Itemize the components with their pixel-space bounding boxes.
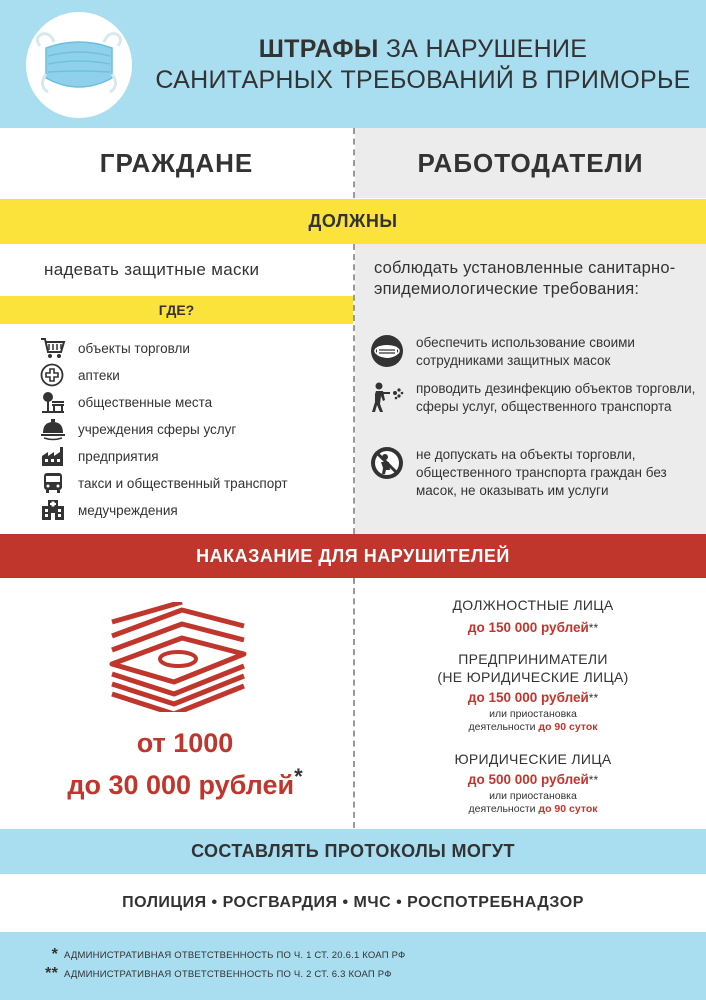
legal-entities-fine: ЮРИДИЧЕСКИЕ ЛИЦА до 500 000 рублей** или приостановка деятельности до 90 суток: [454, 751, 612, 815]
duty-text: проводить дезинфекцию объектов торговли, сферы услуг, общественного транспорта: [416, 381, 696, 414]
duty-text: обеспечить использование своими сотрудниками защитных масок: [416, 335, 635, 368]
place-label: медучреждения: [78, 502, 178, 518]
mask-usage-icon: [370, 334, 404, 368]
place-item: [40, 471, 288, 495]
pharmacy-cross-icon: [40, 363, 66, 387]
place-label: аптеки: [78, 367, 120, 383]
place-label: учреждения сферы услуг: [78, 421, 237, 437]
where-heading: ГДЕ?: [0, 296, 353, 324]
money-stack-icon: [108, 602, 248, 712]
column-divider: [353, 244, 355, 534]
bus-icon: [40, 471, 66, 495]
protocols-heading: СОСТАВЛЯТЬ ПРОТОКОЛЫ МОГУТ: [0, 829, 706, 874]
citizens-heading: ГРАЖДАНЕ: [99, 147, 254, 178]
duty-item: [370, 334, 700, 370]
footnote: * АДМИНИСТРАТИВНАЯ ОТВЕТСТВЕННОСТЬ ПО Ч. 1 СТ. 20.6.1 КОАП РФ: [51, 946, 406, 963]
entrepreneurs-fine: ПРЕДПРИНИМАТЕЛИ (НЕ ЮРИДИЧЕСКИЕ ЛИЦА) до 150 000 рублей** или приостановка деятельности до 90 суток: [437, 651, 629, 733]
header-banner: [0, 0, 706, 128]
citizens-fine: от 1000 до 30 000 рублей*: [67, 728, 303, 800]
duty-item: [370, 380, 700, 416]
disinfection-icon: [370, 380, 404, 414]
place-item: [40, 390, 212, 414]
no-entry-icon: [370, 446, 404, 480]
employers-heading: РАБОТОДАТЕЛИ: [417, 147, 644, 178]
park-bench-icon: [40, 390, 66, 414]
shopping-cart-icon: [40, 336, 66, 360]
place-label: объекты торговли: [78, 340, 190, 356]
service-cloche-icon: [40, 417, 66, 441]
footnote: ** АДМИНИСТРАТИВНАЯ ОТВЕТСТВЕННОСТЬ ПО Ч. 2 СТ. 6.3 КОАП РФ: [45, 965, 392, 982]
place-item: [40, 444, 159, 468]
place-label: общественные места: [78, 394, 213, 410]
must-heading: ДОЛЖНЫ: [0, 199, 706, 244]
agencies-list: ПОЛИЦИЯ • РОСГВАРДИЯ • МЧС • РОСПОТРЕБНАДЗОР: [0, 874, 706, 932]
place-item: [40, 498, 178, 522]
page-title: ШТРАФЫ ЗА НАРУШЕНИЕ САНИТАРНЫХ ТРЕБОВАНИЙ В ПРИМОРЬЕ: [155, 35, 691, 94]
place-label: предприятия: [78, 448, 159, 464]
officials-fine: ДОЛЖНОСТНЫЕ ЛИЦА до 150 000 рублей**: [452, 597, 614, 635]
column-divider: [353, 128, 355, 198]
hospital-icon: [40, 498, 66, 522]
factory-icon: [40, 444, 66, 468]
column-divider: [353, 578, 355, 828]
footnotes: [0, 932, 706, 1000]
penalty-heading: НАКАЗАНИЕ ДЛЯ НАРУШИТЕЛЕЙ: [0, 534, 706, 578]
duty-text: не допускать на объекты торговли, общественного транспорта граждан без масок, не оказывать им услуги: [416, 447, 667, 498]
place-item: [40, 417, 236, 441]
duty-item: [370, 446, 700, 500]
place-item: [40, 336, 190, 360]
citizens-duty: надевать защитные маски: [44, 260, 260, 279]
employers-duty: соблюдать установленные санитарно-эпидемиологические требования:: [374, 259, 676, 298]
place-label: такси и общественный транспорт: [78, 475, 288, 491]
place-item: [40, 363, 120, 387]
face-mask-icon: [26, 12, 132, 118]
